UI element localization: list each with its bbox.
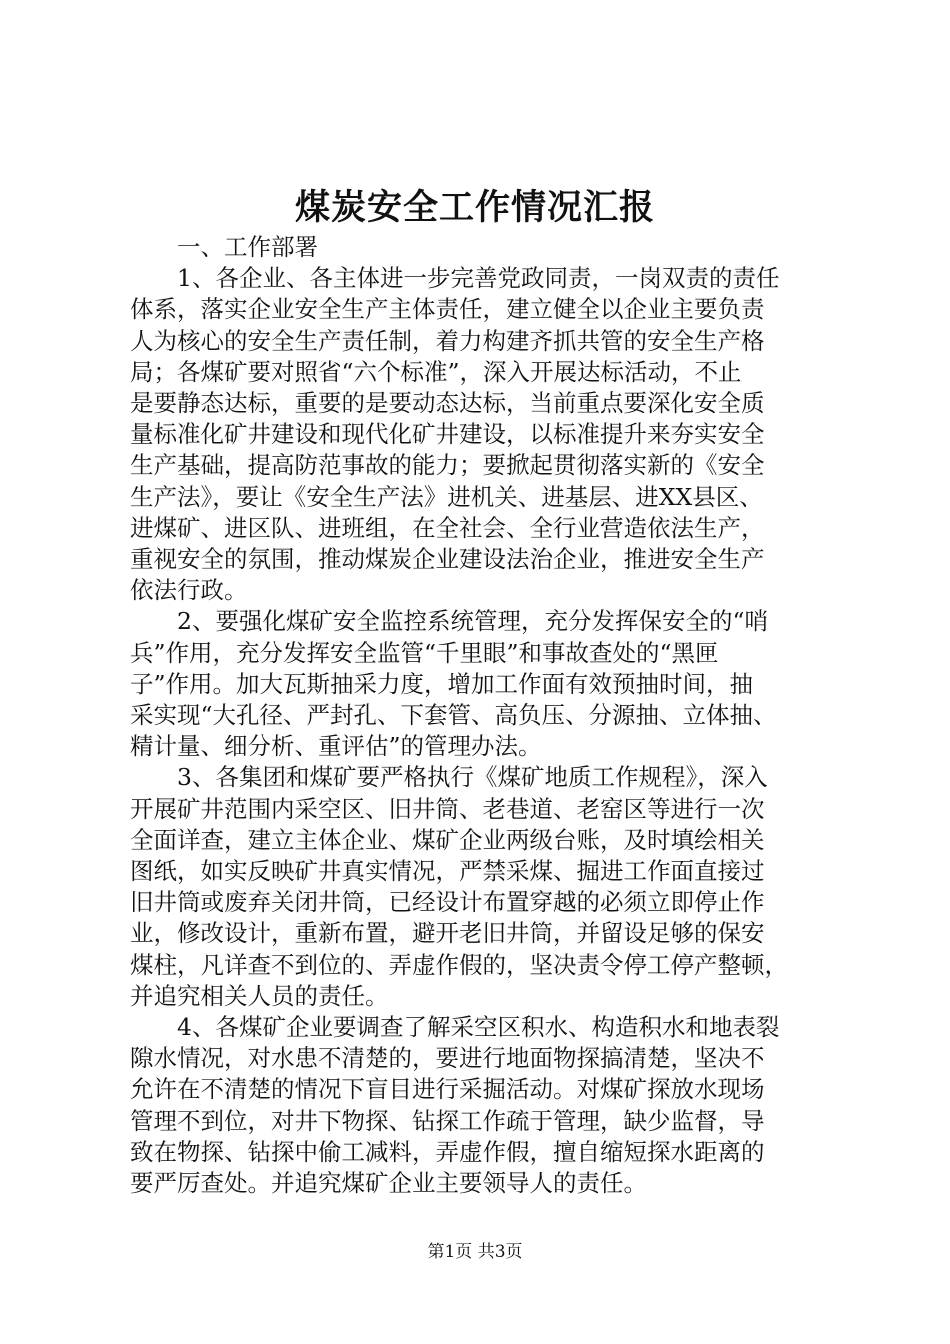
paragraph-line: 隙水情况，对水患不清楚的，要进行地面物探搞清楚，坚决不 [130,1044,765,1073]
paragraph-line: 管理不到位，对井下物探、钻探工作疏于管理，缺少监督，导 [130,1106,765,1135]
paragraph-line: 2、要强化煤矿安全监控系统管理，充分发挥保安全的“哨 [177,607,768,636]
paragraph-line: 煤柱，凡详查不到位的、弄虚作假的，坚决责令停工停产整顿， [130,950,788,979]
paragraph-line: 进煤矿、进区队、进班组，在全社会、全行业营造依法生产， [130,513,765,542]
paragraph-line: 开展矿井范围内采空区、旧井筒、老巷道、老窑区等进行一次 [130,794,765,823]
paragraph-line: 精计量、细分析、重评估”的管理办法。 [130,732,542,761]
paragraph-line: 1、各企业、各主体进一步完善党政同责，一岗双责的责任 [177,264,780,293]
paragraph-line: 重视安全的氛围，推动煤炭企业建设法治企业，推进安全生产 [130,545,765,574]
paragraph-line: 依法行政。 [130,576,248,605]
paragraph-line: 要严厉查处。并追究煤矿企业主要领导人的责任。 [130,1169,647,1198]
paragraph-line: 致在物探、钻探中偷工减料，弄虚作假，擅自缩短探水距离的 [130,1137,765,1166]
paragraph-1 [130,263,830,606]
paragraph-4 [130,1012,830,1199]
document-title: 煤炭安全工作情况汇报 [294,187,655,228]
paragraph-2 [130,606,830,762]
paragraph-line: 全面详查，建立主体企业、煤矿企业两级台账，及时填绘相关 [130,825,765,854]
paragraph-line: 4、各煤矿企业要调查了解采空区积水、构造积水和地表裂 [177,1013,780,1042]
paragraph-line: 量标准化矿井建设和现代化矿井建设，以标准提升来夯实安全 [130,420,765,449]
document-body [130,232,830,1199]
paragraph-line: 图纸，如实反映矿井真实情况，严禁采煤、掘进工作面直接过 [130,857,765,886]
paragraph-line: 旧井筒或废弃关闭井筒，已经设计布置穿越的必须立即停止作 [130,888,765,917]
paragraph-line: 是要静态达标，重要的是要动态达标，当前重点要深化安全质 [130,389,765,418]
paragraph-line: 兵”作用，充分发挥安全监管“千里眼”和事故查处的“黑匣 [130,638,719,667]
paragraph-line: 3、各集团和煤矿要严格执行《煤矿地质工作规程》，深入 [177,763,768,792]
paragraph-line: 业，修改设计，重新布置，避开老旧井筒，并留设足够的保安 [130,919,765,948]
paragraph-line: 允许在不清楚的情况下盲目进行采掘活动。对煤矿探放水现场 [130,1075,765,1104]
section-heading: 一、工作部署 [177,233,318,261]
paragraph-3 [130,762,830,1012]
paragraph-line: 生产法》，要让《安全生产法》进机关、进基层、进XX县区、 [130,482,763,511]
paragraph-line: 子”作用。加大瓦斯抽采力度，增加工作面有效预抽时间，抽 [130,669,754,698]
paragraph-line: 采实现“大孔径、严封孔、下套管、高负压、分源抽、立体抽、 [130,701,777,730]
paragraph-line: 体系，落实企业安全生产主体责任，建立健全以企业主要负责 [130,295,765,324]
paragraph-line: 局；各煤矿要对照省“六个标准”，深入开展达标活动，不止 [130,357,742,386]
paragraph-line: 人为核心的安全生产责任制，着力构建齐抓共管的安全生产格 [130,326,765,355]
paragraph-line: 生产基础，提高防范事故的能力；要掀起贯彻落实新的《安全 [130,451,765,480]
page-number-footer: 第1页 共3页 [427,1242,523,1262]
paragraph-line: 并追究相关人员的责任。 [130,981,389,1010]
